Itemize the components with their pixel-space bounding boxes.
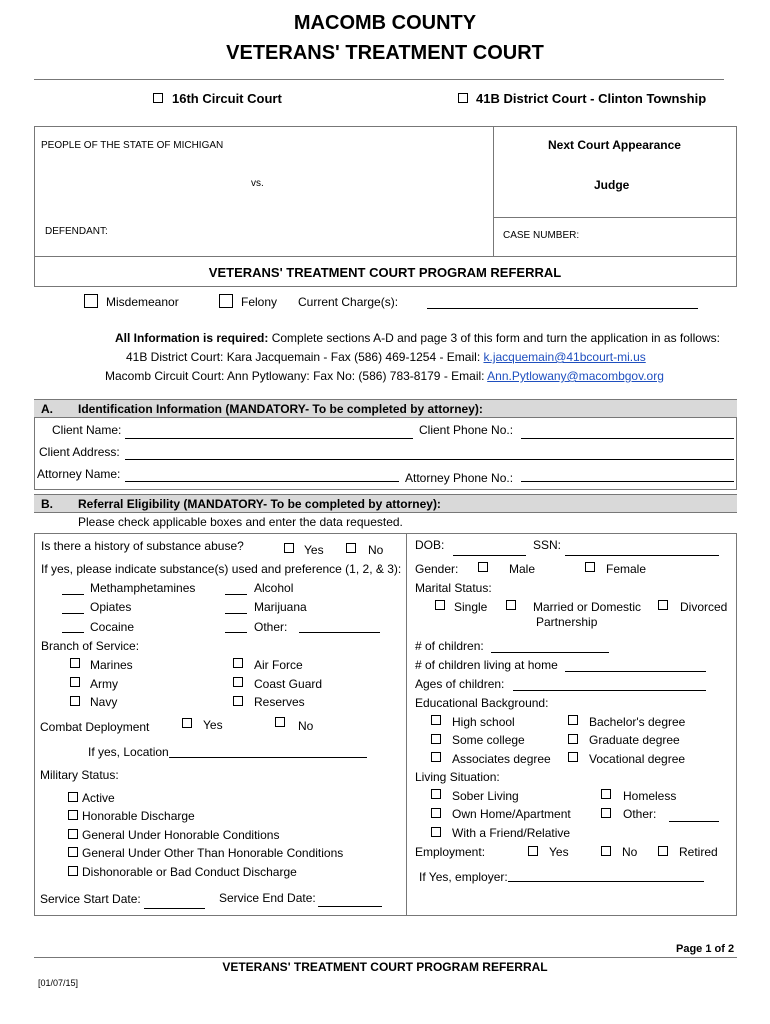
- judge-label: Judge: [594, 178, 630, 192]
- checkbox-retired[interactable]: [658, 846, 668, 856]
- label-high-school: High school: [452, 715, 515, 729]
- section-b-letter: B.: [41, 497, 53, 511]
- attorney-phone-field[interactable]: [521, 481, 734, 482]
- district-email-link[interactable]: k.jacquemain@41bcourt-mi.us: [483, 350, 646, 364]
- service-end-label: Service End Date:: [219, 891, 316, 905]
- checkbox-associates[interactable]: [431, 752, 441, 762]
- form-code: [01/07/15]: [38, 978, 79, 988]
- ages-label: Ages of children:: [415, 677, 505, 691]
- checkbox-living-other[interactable]: [601, 808, 611, 818]
- label-associates: Associates degree: [452, 752, 551, 766]
- label-cocaine: Cocaine: [90, 620, 135, 634]
- label-male: Male: [509, 562, 536, 576]
- ssn-label: SSN:: [533, 538, 562, 552]
- label-bachelors: Bachelor's degree: [589, 715, 686, 729]
- checkbox-air-force[interactable]: [233, 658, 243, 668]
- checkbox-homeless[interactable]: [601, 789, 611, 799]
- label-active: Active: [82, 791, 115, 805]
- label-retired: Retired: [679, 845, 718, 859]
- label-some-college: Some college: [452, 733, 525, 747]
- client-name-label: Client Name:: [52, 423, 122, 437]
- marijuana-field[interactable]: [225, 613, 247, 614]
- checkbox-female[interactable]: [585, 562, 595, 572]
- checkbox-employed-yes[interactable]: [528, 846, 538, 856]
- checkbox-general-other[interactable]: [68, 847, 78, 857]
- checkbox-16th-circuit[interactable]: [153, 93, 163, 103]
- label-opiates: Opiates: [90, 600, 132, 614]
- attorney-name-field[interactable]: [125, 481, 399, 482]
- circuit-contact: Macomb Circuit Court: Ann Pytlowany: Fax No: (586) 783-8179 - Email: Ann.Pytlowany@macombgov.org: [105, 369, 664, 383]
- children-label: # of children:: [415, 639, 484, 653]
- label-coast-guard: Coast Guard: [254, 677, 323, 691]
- service-start-label: Service Start Date:: [40, 892, 141, 906]
- substance-preference: If yes, please indicate substance(s) used and preference (1, 2, & 3):: [41, 562, 402, 576]
- education-label: Educational Background:: [415, 696, 549, 710]
- service-end-field[interactable]: [318, 906, 382, 907]
- attorney-phone-label: Attorney Phone No.:: [405, 471, 514, 485]
- label-graduate: Graduate degree: [589, 733, 680, 747]
- section-b-divider: [406, 533, 407, 916]
- client-address-field[interactable]: [125, 459, 734, 460]
- substance-question: Is there a history of substance abuse?: [41, 539, 244, 553]
- attorney-name-label: Attorney Name:: [37, 467, 121, 481]
- label-female: Female: [606, 562, 647, 576]
- dob-label: DOB:: [415, 538, 445, 552]
- checkbox-employed-no[interactable]: [601, 846, 611, 856]
- label-army: Army: [90, 677, 118, 691]
- label-employed-no: No: [622, 845, 638, 859]
- divider: [34, 79, 724, 80]
- checkbox-substance-no[interactable]: [346, 543, 356, 553]
- checkbox-combat-no[interactable]: [275, 717, 285, 727]
- alcohol-field[interactable]: [225, 594, 247, 595]
- service-start-field[interactable]: [144, 908, 205, 909]
- label-41b-district: 41B District Court - Clinton Township: [476, 91, 707, 106]
- checkbox-navy[interactable]: [70, 696, 80, 706]
- label-alcohol: Alcohol: [254, 581, 294, 595]
- checkbox-married[interactable]: [506, 600, 516, 610]
- label-reserves: Reserves: [254, 695, 305, 709]
- checkbox-army[interactable]: [70, 677, 80, 687]
- label-substance-yes: Yes: [304, 543, 324, 557]
- label-friend-relative: With a Friend/Relative: [452, 826, 571, 840]
- checkbox-single[interactable]: [435, 600, 445, 610]
- circuit-email-link[interactable]: Ann.Pytlowany@macombgov.org: [487, 369, 664, 383]
- footer-title: VETERANS' TREATMENT COURT PROGRAM REFERRAL: [222, 960, 548, 974]
- employment-label: Employment:: [415, 845, 486, 859]
- client-phone-label: Client Phone No.:: [419, 423, 514, 437]
- defendant-label: DEFENDANT:: [45, 226, 108, 237]
- label-vocational: Vocational degree: [589, 752, 686, 766]
- military-status-label: Military Status:: [40, 768, 119, 782]
- caption-divider: [493, 126, 494, 257]
- location-field[interactable]: [169, 757, 367, 758]
- client-phone-field[interactable]: [521, 438, 734, 439]
- checkbox-substance-yes[interactable]: [284, 543, 294, 553]
- section-a-title: Identification Information (MANDATORY- To be completed by attorney):: [78, 402, 483, 416]
- label-methamphetamines: Methamphetamines: [90, 581, 196, 595]
- marital-label: Marital Status:: [415, 581, 492, 595]
- living-label: Living Situation:: [415, 770, 500, 784]
- label-marijuana: Marijuana: [254, 600, 307, 614]
- info-required: All Information is required: Complete sections A-D and page 3 of this form and turn the application in as follows:: [115, 331, 720, 345]
- cocaine-field[interactable]: [62, 632, 84, 633]
- checkbox-misdemeanor[interactable]: [84, 294, 98, 308]
- checkbox-some-college[interactable]: [431, 734, 441, 744]
- checkbox-male[interactable]: [478, 562, 488, 572]
- label-16th-circuit: 16th Circuit Court: [172, 91, 282, 106]
- title-county: MACOMB COUNTY: [293, 12, 477, 34]
- checkbox-honorable[interactable]: [68, 810, 78, 820]
- checkbox-divorced[interactable]: [658, 600, 668, 610]
- label-current-charges: Current Charge(s):: [298, 295, 399, 309]
- checkbox-felony[interactable]: [219, 294, 233, 308]
- label-sober-living: Sober Living: [452, 789, 519, 803]
- checkbox-active[interactable]: [68, 792, 78, 802]
- label-combat-no: No: [298, 719, 314, 733]
- section-a-letter: A.: [41, 402, 53, 416]
- checkbox-general-honorable[interactable]: [68, 829, 78, 839]
- ssn-field[interactable]: [565, 555, 719, 556]
- section-b-subtitle: Please check applicable boxes and enter the data requested.: [78, 515, 403, 529]
- caption-case-divider: [493, 217, 737, 218]
- client-address-label: Client Address:: [39, 445, 120, 459]
- checkbox-dishonorable[interactable]: [68, 866, 78, 876]
- label-married-1: Married or Domestic: [533, 600, 642, 614]
- label-employed-yes: Yes: [549, 845, 569, 859]
- label-dishonorable: Dishonorable or Bad Conduct Discharge: [82, 865, 297, 879]
- methamphetamines-field[interactable]: [62, 594, 84, 595]
- label-substance-no: No: [368, 543, 384, 557]
- checkbox-graduate[interactable]: [568, 734, 578, 744]
- children-home-field[interactable]: [565, 671, 706, 672]
- label-misdemeanor: Misdemeanor: [106, 295, 179, 309]
- checkbox-reserves[interactable]: [233, 696, 243, 706]
- checkbox-sober-living[interactable]: [431, 789, 441, 799]
- referral-title: VETERANS' TREATMENT COURT PROGRAM REFERRAL: [208, 265, 562, 280]
- case-number-label: CASE NUMBER:: [503, 230, 580, 241]
- branch-label: Branch of Service:: [41, 639, 140, 653]
- checkbox-vocational[interactable]: [568, 752, 578, 762]
- dob-field[interactable]: [453, 555, 526, 556]
- checkbox-bachelors[interactable]: [568, 715, 578, 725]
- vs-label: vs.: [251, 178, 264, 189]
- opiates-field[interactable]: [62, 613, 84, 614]
- label-general-other: General Under Other Than Honorable Conditions: [82, 846, 344, 860]
- checkbox-own-home[interactable]: [431, 808, 441, 818]
- label-married-2: Partnership: [536, 615, 598, 629]
- label-air-force: Air Force: [254, 658, 303, 672]
- checkbox-marines[interactable]: [70, 658, 80, 668]
- label-combat-yes: Yes: [203, 718, 223, 732]
- living-other-field[interactable]: [669, 821, 719, 822]
- label-own-home: Own Home/Apartment: [452, 807, 571, 821]
- client-name-field[interactable]: [125, 438, 413, 439]
- other-substance-field[interactable]: [299, 632, 380, 633]
- label-other-substance: Other:: [254, 620, 288, 634]
- gender-label: Gender:: [415, 562, 459, 576]
- district-contact: 41B District Court: Kara Jacquemain - Fax (586) 469-1254 - Email: k.jacquemain@41bcourt-mi.us: [126, 350, 646, 364]
- other-substance-rank-field[interactable]: [225, 632, 247, 633]
- children-field[interactable]: [491, 652, 609, 653]
- combat-deployment-label: Combat Deployment: [40, 720, 150, 734]
- label-navy: Navy: [90, 695, 118, 709]
- title-court: VETERANS' TREATMENT COURT: [226, 42, 544, 64]
- checkbox-high-school[interactable]: [431, 715, 441, 725]
- label-divorced: Divorced: [680, 600, 728, 614]
- employer-label: If Yes, employer:: [419, 870, 508, 884]
- page-number: Page 1 of 2: [676, 943, 735, 955]
- checkbox-coast-guard[interactable]: [233, 677, 243, 687]
- label-felony: Felony: [241, 295, 278, 309]
- location-label: If yes, Location: [88, 745, 169, 759]
- footer-divider: [34, 957, 737, 958]
- checkbox-friend-relative[interactable]: [431, 827, 441, 837]
- label-honorable: Honorable Discharge: [82, 809, 195, 823]
- section-b-title: Referral Eligibility (MANDATORY- To be completed by attorney):: [78, 497, 441, 511]
- employer-field[interactable]: [508, 881, 704, 882]
- next-appearance-label: Next Court Appearance: [548, 138, 681, 152]
- label-marines: Marines: [90, 658, 133, 672]
- checkbox-combat-yes[interactable]: [182, 718, 192, 728]
- label-general-honorable: General Under Honorable Conditions: [82, 828, 280, 842]
- people-label: PEOPLE OF THE STATE OF MICHIGAN: [41, 140, 224, 151]
- current-charges-field[interactable]: [427, 308, 698, 309]
- checkbox-41b-district[interactable]: [458, 93, 468, 103]
- label-homeless: Homeless: [623, 789, 677, 803]
- label-living-other: Other:: [623, 807, 657, 821]
- label-single: Single: [454, 600, 488, 614]
- ages-field[interactable]: [513, 690, 706, 691]
- children-home-label: # of children living at home: [415, 658, 558, 672]
